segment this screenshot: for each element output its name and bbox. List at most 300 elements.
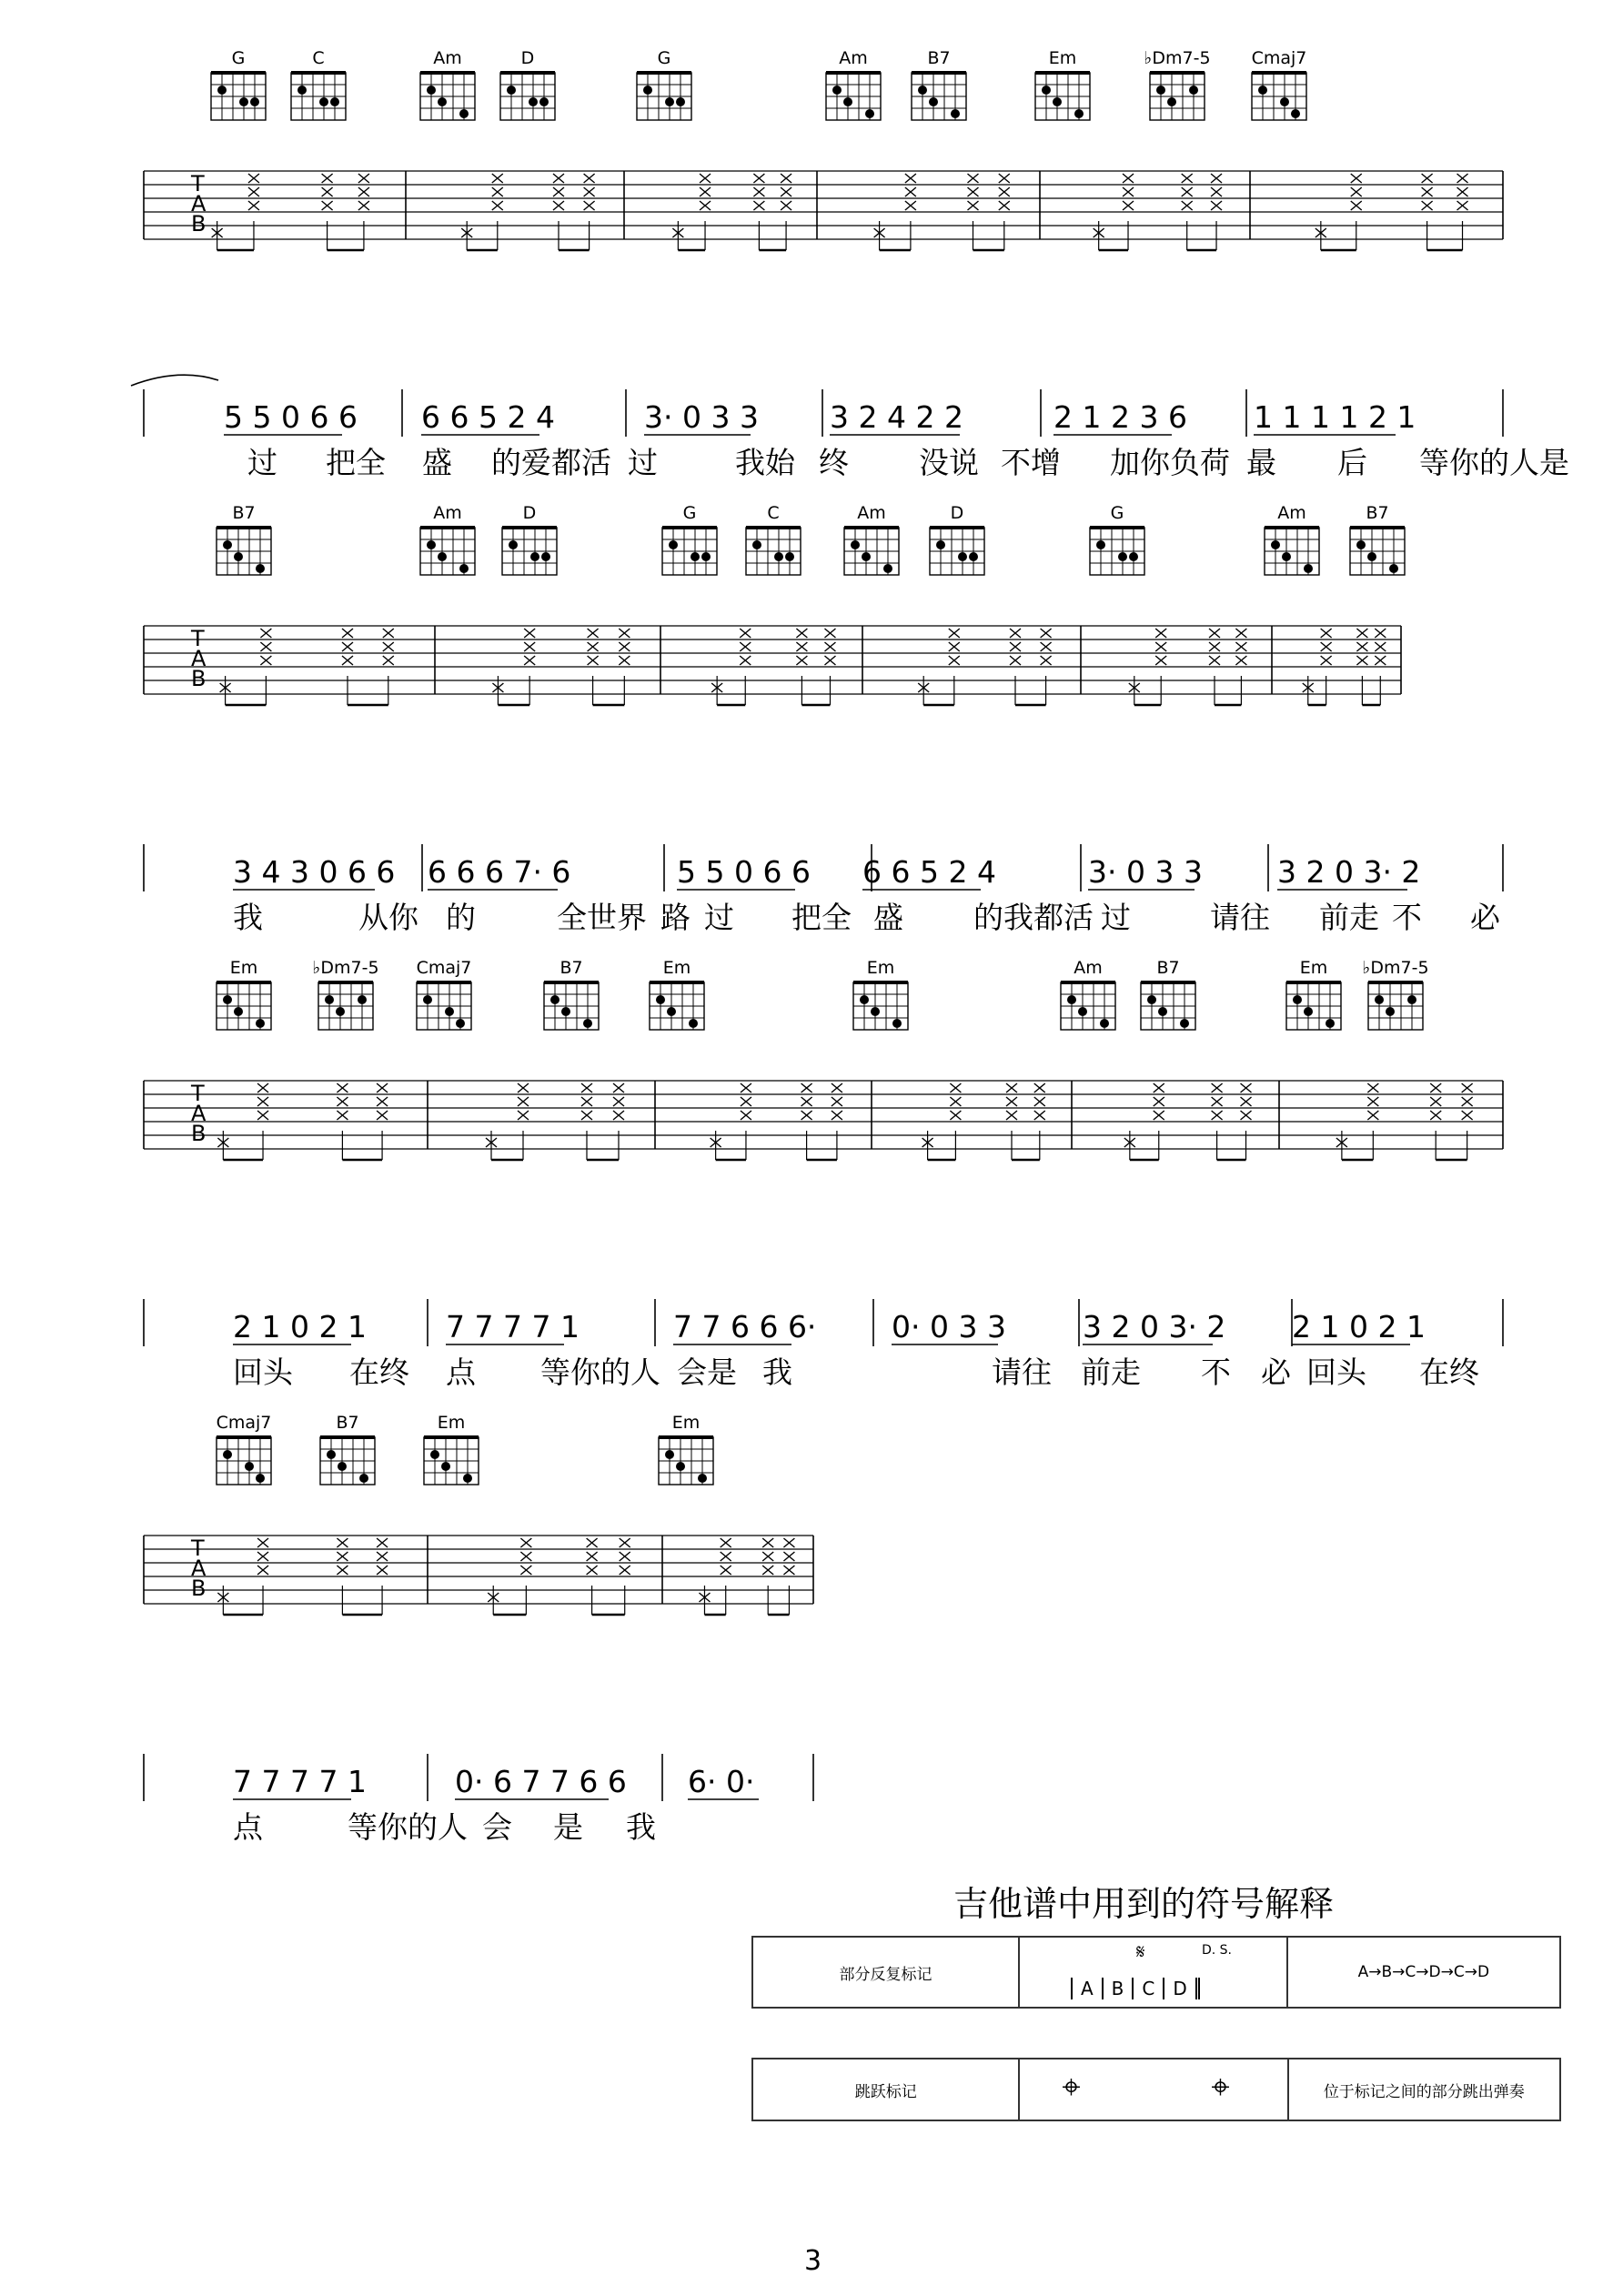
strum-x (796, 642, 807, 651)
finger-dot (327, 1450, 336, 1459)
abcd-letter: D (1163, 1978, 1199, 1999)
strum-x (1041, 629, 1052, 638)
finger-dot (656, 995, 665, 1004)
strum-x (322, 174, 333, 183)
finger-dot (918, 86, 927, 95)
chord-diagram (1090, 503, 1144, 575)
strum-x (950, 1111, 961, 1120)
strum-x (824, 629, 835, 638)
finger-dot (1375, 995, 1384, 1004)
chord-diagram (1350, 503, 1405, 575)
strum-x (524, 656, 535, 665)
lyric-word: 点 (233, 1809, 263, 1845)
chord-name: D (950, 503, 964, 523)
finger-dot (319, 97, 328, 106)
jianpu-notes: 6 6 6 7· 6 (428, 854, 571, 890)
strum-x (1006, 1097, 1017, 1106)
chord-diagram (1144, 48, 1210, 120)
finger-dot (1167, 97, 1176, 106)
strum-x (377, 1552, 388, 1561)
strum-x (824, 656, 835, 665)
legend-repeat-symbol (1019, 1937, 1287, 2008)
finger-dot (245, 1462, 254, 1471)
finger-dot (871, 1007, 880, 1016)
strum-x (1356, 629, 1367, 638)
strum-x (783, 1566, 794, 1575)
strum-x (260, 656, 271, 665)
chord-name: Cmaj7 (416, 958, 472, 978)
strum-x (587, 1538, 598, 1547)
finger-dot (256, 1019, 265, 1028)
finger-dot (843, 97, 852, 106)
finger-dot (1100, 1019, 1109, 1028)
strum-x (905, 201, 916, 210)
chord-name: ♭Dm7-5 (312, 958, 379, 978)
jianpu-notes: 3· 0 3 3 (1088, 854, 1203, 890)
chord-name: B7 (232, 503, 256, 523)
finger-dot (1158, 1007, 1167, 1016)
chord-diagram (1286, 958, 1341, 1030)
strum-x (257, 1111, 268, 1120)
chord-name: Cmaj7 (1251, 48, 1307, 68)
strum-x (358, 174, 369, 183)
lyric-word: 会 (482, 1809, 512, 1845)
strum-x (753, 187, 764, 196)
finger-dot (359, 1474, 368, 1483)
strum-x (1123, 187, 1134, 196)
chord-name: B7 (1156, 958, 1180, 978)
strum-x (1422, 201, 1433, 210)
lyric-word: 把全 (791, 900, 852, 935)
tab-staff (144, 1081, 1503, 1160)
strum-x (520, 1566, 531, 1575)
strum-x (260, 629, 271, 638)
strum-x (613, 1083, 624, 1093)
strum-x (337, 1566, 348, 1575)
lyric-word: 的我都活 (973, 900, 1094, 935)
strum-x (1235, 642, 1246, 651)
lyric-word: 加你负荷 (1110, 445, 1230, 480)
strum-x (1457, 174, 1468, 183)
strum-x (1211, 174, 1222, 183)
finger-dot (951, 109, 960, 118)
finger-dot (691, 552, 700, 561)
finger-dot (1304, 564, 1313, 573)
chord-name: Am (857, 503, 886, 523)
finger-dot (936, 540, 945, 549)
finger-dot (459, 564, 469, 573)
strum-x (781, 174, 791, 183)
lyric-word: 在终 (1419, 1354, 1479, 1390)
strum-x (1212, 1083, 1223, 1093)
strum-x (1462, 1097, 1473, 1106)
strum-x (700, 201, 711, 210)
chord-diagram (217, 503, 271, 575)
strum-x (337, 1083, 348, 1093)
symbol-legend-repeat (751, 1936, 1561, 2009)
jianpu-notes: 7 7 7 7 1 (233, 1764, 367, 1799)
finger-dot (427, 540, 436, 549)
score-system (144, 1413, 813, 1845)
finger-dot (665, 1450, 674, 1459)
strum-x (1235, 629, 1246, 638)
strum-x (257, 1083, 268, 1093)
lyric-word: 的爱都活 (491, 445, 611, 480)
strum-x (1422, 187, 1433, 196)
strum-x (588, 656, 599, 665)
strum-x (553, 201, 564, 210)
chord-name: B7 (559, 958, 583, 978)
chord-diagram (1061, 958, 1115, 1030)
strum-x (1211, 187, 1222, 196)
coda-icon: ⌖ (1211, 2069, 1230, 2106)
jianpu-notes: 3 2 0 3· 2 (1277, 854, 1421, 890)
chord-diagram (217, 1413, 272, 1485)
strum-x (588, 642, 599, 651)
finger-dot (441, 1462, 450, 1471)
chord-name: Am (1277, 503, 1306, 523)
strum-x (1367, 1097, 1378, 1106)
strum-x (762, 1538, 773, 1547)
strum-x (342, 642, 353, 651)
lyric-word: 过 (628, 445, 658, 480)
lyric-word: 终 (819, 445, 849, 480)
finger-dot (561, 1007, 570, 1016)
strum-x (1375, 642, 1386, 651)
strum-x (620, 1566, 630, 1575)
strum-x (588, 629, 599, 638)
lyric-word: 没说 (919, 445, 979, 480)
lyric-word: 最 (1246, 445, 1276, 480)
strum-x (999, 174, 1010, 183)
coda-icon: ⌖ (1062, 2069, 1081, 2106)
strum-x (905, 187, 916, 196)
chord-name: D (522, 503, 537, 523)
lyric-word: 后 (1337, 445, 1367, 480)
tab-letter: B (191, 211, 207, 237)
strum-x (783, 1538, 794, 1547)
strum-x (620, 1552, 630, 1561)
chord-name: Em (671, 1413, 701, 1433)
strum-x (581, 1097, 592, 1106)
lyric-word: 会是 (677, 1354, 737, 1390)
strum-x (832, 1097, 842, 1106)
strum-x (801, 1097, 812, 1106)
strum-x (492, 187, 503, 196)
finger-dot (438, 552, 447, 561)
strum-x (1457, 187, 1468, 196)
strum-x (949, 629, 960, 638)
strum-x (492, 174, 503, 183)
tab-letter: B (191, 1576, 207, 1601)
strum-x (1154, 1083, 1164, 1093)
strum-x (1457, 201, 1468, 210)
finger-dot (530, 552, 539, 561)
finger-dot (1074, 109, 1084, 118)
lyric-word: 请往 (1210, 900, 1270, 935)
finger-dot (1258, 86, 1267, 95)
finger-dot (463, 1474, 472, 1483)
finger-dot (1389, 564, 1398, 573)
finger-dot (1156, 86, 1165, 95)
lyric-word: 请往 (992, 1354, 1052, 1390)
lyric-word: 在终 (349, 1354, 409, 1390)
strum-x (1182, 174, 1193, 183)
lyric-word: 过 (704, 900, 734, 935)
tab-letter: B (191, 1121, 207, 1146)
lyric-word: 等你的人 (348, 1809, 468, 1845)
jianpu-notes: 6 6 5 2 4 (421, 399, 555, 435)
strum-x (520, 1552, 531, 1561)
jianpu-notes: 3 4 3 0 6 6 (233, 854, 396, 890)
strum-x (553, 174, 564, 183)
strum-x (587, 1552, 598, 1561)
finger-dot (1304, 1007, 1313, 1016)
tab-staff (144, 171, 1503, 250)
strum-x (342, 629, 353, 638)
strum-x (257, 1097, 268, 1106)
chord-diagram (853, 958, 908, 1030)
finger-dot (539, 97, 549, 106)
lyric-word: 不增 (1001, 445, 1061, 480)
strum-x (584, 174, 595, 183)
abcd-letter: C (1132, 1978, 1163, 1999)
finger-dot (689, 1019, 698, 1028)
strum-x (619, 642, 630, 651)
chord-diagram (1252, 48, 1307, 120)
strum-x (1430, 1111, 1441, 1120)
strum-x (1375, 629, 1386, 638)
finger-dot (217, 86, 227, 95)
lyric-word: 必 (1261, 1354, 1291, 1390)
strum-x (700, 187, 711, 196)
strum-x (1154, 1097, 1164, 1106)
finger-dot (338, 1462, 347, 1471)
finger-dot (1407, 995, 1416, 1004)
jianpu-notes: 6 6 5 2 4 (862, 854, 996, 890)
strum-x (1155, 642, 1166, 651)
strum-x (949, 656, 960, 665)
lyric-word: 是 (553, 1809, 583, 1845)
strum-x (832, 1111, 842, 1120)
strum-x (1351, 174, 1362, 183)
chord-name: Em (662, 958, 691, 978)
strum-x (342, 656, 353, 665)
strum-x (322, 187, 333, 196)
chord-diagram (912, 48, 966, 120)
chord-diagram (637, 48, 691, 120)
strum-x (257, 1538, 268, 1547)
finger-dot (330, 97, 339, 106)
legend-jump-meaning: 位于标记之间的部分跳出弹奏 (1288, 2059, 1560, 2120)
strum-x (1006, 1111, 1017, 1120)
strum-x (613, 1097, 624, 1106)
finger-dot (892, 1019, 902, 1028)
chord-name: Am (1074, 958, 1103, 978)
chord-name: B7 (1366, 503, 1389, 523)
chord-diagram (1362, 958, 1428, 1030)
jianpu-notes: 3· 0 3 3 (644, 399, 759, 435)
tab-letter: A (191, 1101, 207, 1126)
finger-dot (676, 97, 685, 106)
finger-dot (1282, 552, 1291, 561)
strum-x (337, 1111, 348, 1120)
strum-x (337, 1097, 348, 1106)
finger-dot (860, 995, 869, 1004)
strum-x (1235, 656, 1246, 665)
strum-x (796, 656, 807, 665)
lyric-word: 回头 (233, 1354, 293, 1390)
finger-dot (358, 995, 367, 1004)
strum-x (801, 1083, 812, 1093)
chord-diagram (291, 48, 346, 120)
strum-x (619, 629, 630, 638)
strum-x (619, 656, 630, 665)
jianpu-notes: 1 1 1 1 2 1 (1254, 399, 1416, 435)
finger-dot (774, 552, 783, 561)
lyric-word: 路 (660, 900, 691, 935)
jianpu-notes: 0· 6 7 7 6 6 (455, 1764, 627, 1799)
abcd-letter: A (1071, 1978, 1102, 1999)
page-number: 3 (804, 2245, 822, 2277)
finger-dot (1271, 540, 1280, 549)
chord-name: Em (437, 1413, 466, 1433)
chord-name: Am (433, 503, 462, 523)
slur (131, 375, 218, 386)
finger-dot (223, 1450, 232, 1459)
strum-x (832, 1083, 842, 1093)
lyric-word: 我 (233, 900, 263, 935)
strum-x (518, 1083, 529, 1093)
tab-staff (144, 626, 1401, 705)
chord-name: Am (839, 48, 868, 68)
chord-name: Em (229, 958, 258, 978)
chord-name: Cmaj7 (216, 1413, 272, 1433)
strum-x (1154, 1111, 1164, 1120)
strum-x (1430, 1083, 1441, 1093)
strum-x (824, 642, 835, 651)
chord-diagram (1141, 958, 1195, 1030)
finger-dot (969, 552, 978, 561)
strum-x (741, 1097, 751, 1106)
strum-x (383, 656, 394, 665)
chord-name: D (520, 48, 535, 68)
strum-x (260, 642, 271, 651)
finger-dot (423, 995, 432, 1004)
strum-x (1034, 1111, 1045, 1120)
strum-x (741, 1111, 751, 1120)
strum-x (383, 642, 394, 651)
strum-x (721, 1566, 731, 1575)
finger-dot (234, 1007, 243, 1016)
finger-dot (459, 109, 469, 118)
strum-x (968, 187, 979, 196)
strum-x (999, 201, 1010, 210)
strum-x (1010, 629, 1021, 638)
strum-x (1006, 1083, 1017, 1093)
strum-x (1241, 1111, 1252, 1120)
strum-x (524, 642, 535, 651)
strum-x (1367, 1083, 1378, 1093)
strum-x (721, 1538, 731, 1547)
finger-dot (1386, 1007, 1395, 1016)
chord-diagram (746, 503, 801, 575)
lyric-word: 点 (446, 1354, 476, 1390)
strum-x (1041, 642, 1052, 651)
strum-x (1212, 1097, 1223, 1106)
finger-dot (550, 995, 559, 1004)
lyric-word: 必 (1470, 900, 1500, 935)
finger-dot (297, 86, 307, 95)
strum-x (1351, 201, 1362, 210)
finger-dot (1118, 552, 1127, 561)
strum-x (1356, 656, 1367, 665)
chord-diagram (1035, 48, 1090, 120)
finger-dot (752, 540, 761, 549)
tab-letter: T (191, 171, 205, 196)
chord-name: G (682, 503, 697, 523)
strum-x (248, 201, 259, 210)
strum-x (587, 1566, 598, 1575)
finger-dot (1367, 552, 1376, 561)
finger-dot (1293, 995, 1302, 1004)
tab-staff (144, 1536, 813, 1615)
finger-dot (250, 97, 259, 106)
lyric-word: 等你的人是 (1419, 445, 1569, 480)
chord-name: B7 (336, 1413, 359, 1433)
finger-dot (1356, 540, 1366, 549)
jianpu-notes: 7 7 6 6 6· (673, 1309, 817, 1344)
strum-x (1041, 656, 1052, 665)
lyric-word: 等你的人 (540, 1354, 660, 1390)
strum-x (584, 201, 595, 210)
chord-name: Em (1299, 958, 1328, 978)
chord-name: ♭Dm7-5 (1144, 48, 1211, 68)
abcd-sequence (1071, 1978, 1200, 1999)
strum-x (1155, 656, 1166, 665)
strum-x (762, 1552, 773, 1561)
strum-x (1155, 629, 1166, 638)
chord-name: G (1110, 503, 1124, 523)
lyric-word: 的 (446, 900, 476, 935)
finger-dot (223, 540, 232, 549)
strum-x (968, 201, 979, 210)
strum-x (1321, 642, 1332, 651)
jianpu-notes: 0· 0 3 3 (892, 1309, 1006, 1344)
abcd-letter: B (1102, 1978, 1133, 1999)
legend-repeat-meaning: A→B→C→D→C→D (1287, 1937, 1560, 2008)
finger-dot (1078, 1007, 1087, 1016)
jianpu-notes: 7 7 7 7 1 (446, 1309, 580, 1344)
strum-x (1212, 1111, 1223, 1120)
strum-x (1356, 642, 1367, 651)
chord-diagram (420, 503, 475, 575)
tab-letter: A (191, 1556, 207, 1581)
strum-x (1462, 1111, 1473, 1120)
strum-x (1034, 1097, 1045, 1106)
strum-x (1010, 656, 1021, 665)
finger-dot (234, 552, 243, 561)
legend-jump-label: 跳跃标记 (752, 2059, 1019, 2120)
lyric-word: 前走 (1319, 900, 1379, 935)
strum-x (968, 174, 979, 183)
strum-x (905, 174, 916, 183)
strum-x (1182, 187, 1193, 196)
strum-x (257, 1566, 268, 1575)
jianpu-notes: 3 2 0 3· 2 (1083, 1309, 1226, 1344)
chord-name: C (767, 503, 780, 523)
jianpu-notes: 5 5 0 6 6 (677, 854, 811, 890)
